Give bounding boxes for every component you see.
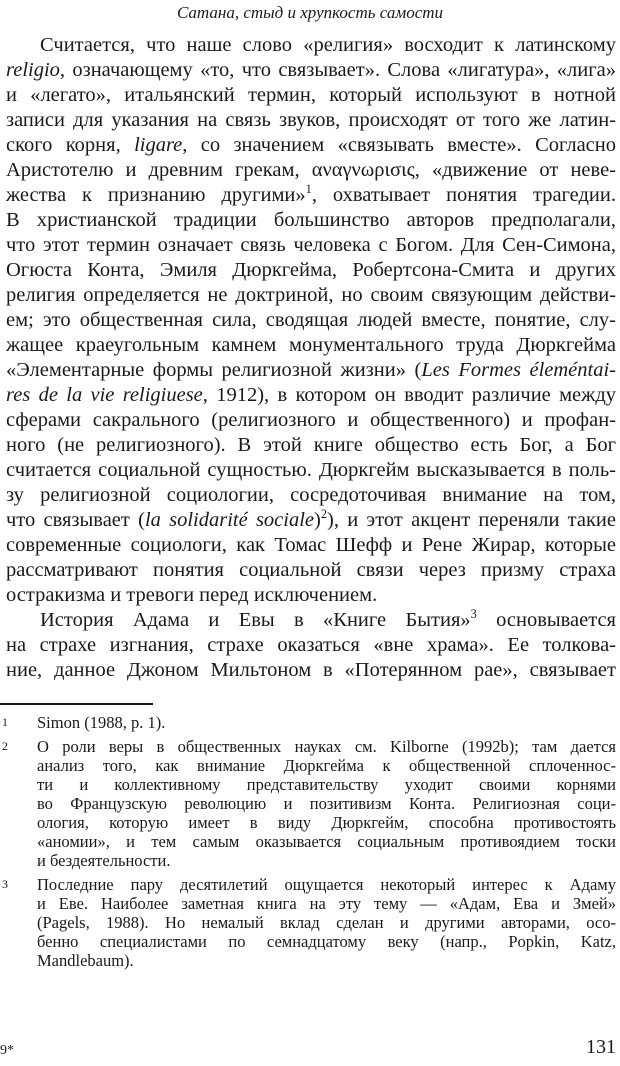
body-line: религия определяется не доктриной, но своим связующим действи- xyxy=(6,284,616,306)
body-line: ние, данное Джоном Мильтоном в «Потерянном рае», связывает xyxy=(6,659,616,681)
body-line: religio, означающему «то, что связывает». Слова «лигатура», «лига» xyxy=(6,59,616,81)
body-line: записи для указания на связь звуков, происходят от того же латин- xyxy=(6,109,616,131)
footnote-ref-1[interactable]: 1 xyxy=(305,182,312,197)
body-line: ского корня, ligare, со значением «связывать вместе». Согласно xyxy=(6,134,617,156)
body-line: res de la vie religiuese, 1912), в котором он вводит различие между xyxy=(6,384,616,406)
footnote-line: ология, которую имеет в виду Дюркгейм, способна противостоять xyxy=(37,813,616,832)
body-line: что этот термин означает связь человека с Богом. Для Сен-Симона, xyxy=(6,234,616,256)
body-line: Аристотелю и древним грекам, αναγνωρισις, «движение от неве- xyxy=(6,159,616,181)
footnote-line: анализ того, как внимание Дюркгейма к общественной сплоченнос- xyxy=(37,756,616,775)
body-line: на страхе изгнания, страхе оказаться «вне храма». Ее толкова- xyxy=(6,634,616,656)
footnote-line: О роли веры в общественных науках см. Kilborne (1992b); там дается xyxy=(37,737,616,756)
footnote-number: 1 xyxy=(2,715,8,729)
body-line: зу религиозной социологии, сосредоточивая внимание на том, xyxy=(6,484,616,506)
footnote-line: Mandlebaum). xyxy=(37,951,134,970)
footnote-number: 2 xyxy=(2,739,8,753)
footnote-line: Simon (1988, p. 1). xyxy=(37,713,166,732)
body-line: сферами сакрального (религиозного и общественного) и профан- xyxy=(6,409,616,431)
footnote-number: 3 xyxy=(2,877,8,891)
running-title: Сатана, стыд и хрупкость самости xyxy=(176,3,444,22)
footnote-line: бенно специалистами по семнадцатому веку (напр., Popkin, Katz, xyxy=(37,932,616,951)
body-line: Считается, что наше слово «религия» восходит к латинскому xyxy=(40,34,616,56)
body-line: жащее краеугольным камнем монументального труда Дюркгейма xyxy=(6,334,616,356)
footnote-line: и бездеятельности. xyxy=(37,851,171,870)
body-line: История Адама и Евы в «Книге Бытия»$^3$ основывается xyxy=(40,607,616,631)
footnote-line: ти и коллективному представительству уходит своими корнями xyxy=(37,775,616,794)
footnote-line: «аномии», и тем самым оказывается социальным противоядием тоски xyxy=(37,832,616,851)
footnote-ref-2[interactable]: 2 xyxy=(320,507,328,522)
body-line: остракизма и тревоги перед исключением. xyxy=(6,584,378,606)
body-line: Огюста Конта, Эмиля Дюркгейма, Робертсона-Смита и других xyxy=(6,259,616,281)
body-line: что связывает (la solidarité sociale)$^2$), и этот акцент переняли такие xyxy=(6,507,616,531)
signature-mark: 9* xyxy=(0,1043,14,1058)
body-line: современные социологи, как Томас Шефф и Рене Жирар, которые xyxy=(6,534,616,556)
body-line: рассматривают понятия социальной связи через призму страха xyxy=(6,559,616,581)
body-line: «Элементарные формы религиозной жизни» (Les Formes éleméntai- xyxy=(6,359,616,381)
body-line: ем; это общественная сила, сводящая людей вместе, понятие, слу- xyxy=(6,309,616,331)
body-line: жества к признанию другими»$^1$, охватывает понятия трагедии. xyxy=(6,182,616,206)
footnote-line: (Pagels, 1988). Но немалый вклад сделан и другими авторами, осо- xyxy=(37,913,616,932)
body-line: и «легато», итальянский термин, который используют в нотной xyxy=(6,84,616,106)
body-line: В христианской традиции большинство авторов предполагали, xyxy=(6,209,616,231)
footnote-line: во Французскую революцию и позитивизм Конта. Религиозная соци- xyxy=(37,794,616,813)
footnote-divider xyxy=(0,703,153,705)
footnote-line: Последние пару десятилетий ощущается некоторый интерес к Адаму xyxy=(37,875,616,894)
footnote-line: и Еве. Наиболее заметная книга на эту тему — «Адам, Ева и Змей» xyxy=(37,894,616,913)
body-line: считается социальной сущностью. Дюркгейм высказывается в поль- xyxy=(6,459,616,481)
footnote-ref-3[interactable]: 3 xyxy=(470,607,477,622)
body-line: ного (не религиозного). В этой книге общество есть Бог, а Бог xyxy=(6,434,616,456)
page-number: 131 xyxy=(586,1036,616,1058)
